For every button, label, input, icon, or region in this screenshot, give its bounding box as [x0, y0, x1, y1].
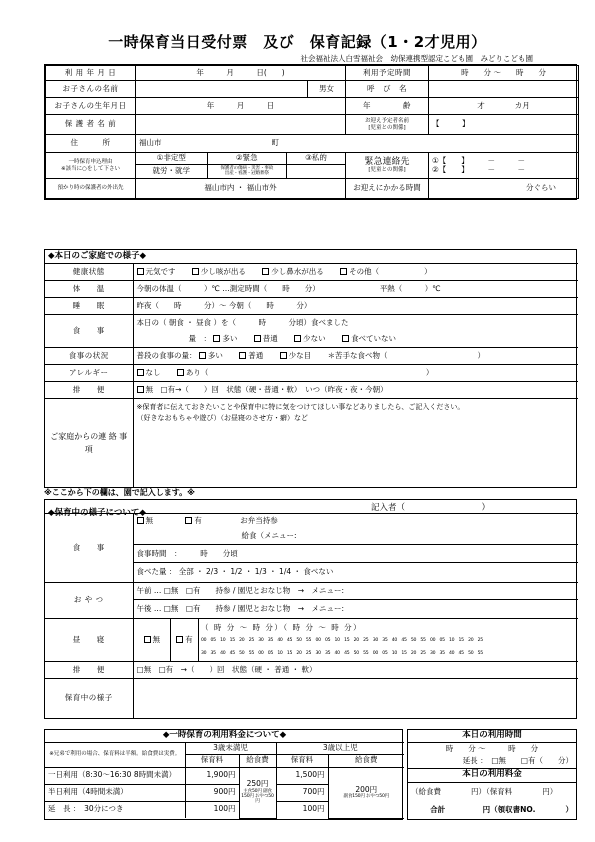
- nap-ticks-1: 00 05 10 15 20 25 30 35 40 45 50 55 00 05 10 15 20 25 30 35 40 45 50 55 00 05 10 15 20 25: [201, 637, 483, 643]
- checkbox-icon[interactable]: [137, 386, 144, 393]
- health-opt-2: 少し咳が出る: [200, 266, 246, 276]
- reason-options[interactable]: [136, 153, 346, 179]
- today-section: [407, 729, 577, 820]
- nursery-bowel-label: 排 便: [45, 662, 133, 679]
- reason-opt-1[interactable]: ①非定型: [136, 153, 207, 164]
- bowel-label: 排 便: [45, 382, 133, 399]
- meal-status-prefix: 普段の食事の量：: [136, 350, 197, 360]
- under3-label: 3歳未満児: [185, 742, 276, 754]
- reading-field[interactable]: [429, 81, 579, 98]
- checkbox-icon[interactable]: [177, 369, 184, 376]
- meal-amount-label: 量 ：: [188, 334, 211, 343]
- nap-field[interactable]: [133, 619, 578, 662]
- nursery-heading: ◆保育中の様子について◆: [48, 508, 146, 518]
- sleep-label: 睡 眠: [45, 298, 133, 315]
- nap-none-label: 無: [152, 634, 160, 644]
- temp-label: 体 温: [45, 281, 133, 298]
- child-name-field[interactable]: [136, 81, 308, 98]
- staff-only-note: ※ここから下の欄は、園で記入します。※: [44, 488, 195, 497]
- organization-name: 社会福祉法人白雪福祉会 幼保連携型認定こども園 みどりこども園: [300, 54, 533, 63]
- reading-label: 呼 び 名: [346, 81, 429, 98]
- use-date-label: 利 用 年 月 日: [46, 66, 136, 81]
- nursery-section: [44, 499, 577, 719]
- checkbox-icon[interactable]: [176, 636, 183, 643]
- checkbox-icon[interactable]: [137, 369, 144, 376]
- reason-opt-1-detail: 就労・就学: [136, 164, 207, 178]
- checkbox-icon[interactable]: [262, 268, 269, 275]
- address-town: 町: [271, 138, 279, 148]
- pickup-person-field[interactable]: 【 】: [429, 115, 579, 135]
- emergency-row-1: ①【 】 － －: [432, 155, 525, 165]
- temp-field[interactable]: [133, 281, 578, 298]
- u3-meal-fee: [239, 767, 276, 818]
- time-field[interactable]: 時 分 〜 時 分: [408, 742, 576, 756]
- address-city: 福山市: [139, 138, 162, 148]
- nursery-heading-bar: [45, 500, 576, 518]
- state-label: 保育中の様子: [45, 679, 133, 718]
- health-opt-3: 少し鼻水が出る: [271, 266, 324, 276]
- meal-amount-1: 多い: [222, 334, 238, 343]
- emergency-label: [346, 153, 429, 179]
- pickup-person-label-sub: [児童との関係]: [368, 124, 406, 131]
- use-date-field[interactable]: 年 月 日( ): [136, 66, 346, 81]
- o3-meal-sub: 副食150円 おやつ50円: [343, 794, 390, 800]
- allergy-field[interactable]: [133, 365, 578, 382]
- state-field[interactable]: [133, 679, 578, 718]
- o3-care-label: 保育料: [276, 754, 328, 767]
- child-name-label: お子さんの名前: [46, 81, 136, 98]
- nap-yes[interactable]: [171, 619, 199, 661]
- meal-status-field[interactable]: [133, 348, 578, 365]
- bowel-value: 無 □有→（ ）回 状態（硬・普通・軟） いつ（昨夜・夜・今朝）: [145, 384, 388, 394]
- checkbox-icon[interactable]: [137, 517, 144, 524]
- nap-ticks-2: 30 35 40 45 50 55 00 05 10 15 20 25 30 35 40 45 50 55 00 05 10 15 20 25 30 35 40 45 50 55: [201, 650, 483, 656]
- kyushoku: 給食（メニュー:: [134, 529, 579, 545]
- checkbox-icon[interactable]: [254, 335, 261, 342]
- eaten-amount: 食べた量 ： 全部 ・ 2/3 ・ 1/2 ・ 1/3 ・ 1/4 ・ 食べない: [136, 567, 334, 576]
- meal-status-opt-1: 多い: [207, 350, 223, 360]
- meal-amount-3: 少ない: [303, 334, 326, 343]
- reason-label: [46, 153, 136, 179]
- pickup-person-label: [346, 115, 429, 135]
- u3-meal-sub: 主食50円 副食150円 おやつ50円: [241, 788, 274, 805]
- sleep-field[interactable]: 昨夜（ 時 分）〜 今朝（ 時 分）: [133, 298, 578, 315]
- gender-field[interactable]: 男女: [308, 81, 346, 98]
- fee-heading: ◆一時保育の利用料金について◆: [45, 730, 404, 742]
- contact-note-2: （好きなおもちゃや遊び）（お昼寝のさせ方・癖）など: [136, 414, 308, 422]
- meal-status-opt-3: 少な目: [288, 350, 312, 360]
- contact-note-1: ※保育者に伝えておきたいことや保育中に特に気をつけてほしい事などありましたら、ご記入ください。: [136, 403, 465, 411]
- meal-label: 食 事: [45, 315, 133, 348]
- bowel-field[interactable]: [133, 382, 578, 399]
- fee-row-u3: 100円: [185, 801, 239, 818]
- o3-meal-label: 給食費: [328, 754, 404, 767]
- nursery-meal-label: 食 事: [45, 514, 133, 583]
- meal-line-1: 本日の（ 朝食 ・ 昼食 ）を（ 時 分頃）食べました: [136, 318, 349, 327]
- time-heading: 本日の利用時間: [408, 730, 576, 742]
- emergency-row-2: ②【 】 － －: [432, 164, 525, 174]
- contact-field[interactable]: [133, 399, 578, 487]
- checkbox-icon[interactable]: [280, 352, 287, 359]
- u3-meal-main: 250円: [246, 779, 269, 789]
- fee-row-o3: 1,500円: [276, 767, 328, 784]
- pickup-person-label-main: お迎え予定者名前: [365, 117, 410, 124]
- pickup-time-label: お迎えにかかる時間: [346, 179, 429, 199]
- checkbox-icon[interactable]: [342, 335, 349, 342]
- checkbox-icon[interactable]: [137, 268, 144, 275]
- planned-time-label: 利用予定時間: [346, 66, 429, 81]
- fee-row-o3: 700円: [276, 784, 328, 801]
- meal-field[interactable]: [133, 315, 578, 348]
- meal-amount-2: 普通: [262, 334, 278, 343]
- home-section: [44, 249, 577, 488]
- reason-opt-3[interactable]: ③私的: [286, 153, 345, 164]
- allergy-opt-1: なし: [145, 367, 161, 377]
- guardian-field[interactable]: [136, 115, 346, 135]
- total-field[interactable]: 合計 円（領収書NO. ）: [430, 805, 573, 815]
- emergency-label-sub: [児童との関係]: [368, 167, 406, 174]
- snack-field[interactable]: [133, 583, 578, 619]
- reason-opt-2-detail: [207, 164, 286, 178]
- emergency-label-main: 緊急連絡先: [364, 157, 410, 168]
- reason-opt-2-detail-b: 出産・看護・冠婚葬祭: [224, 171, 269, 177]
- o3-meal-main: 200円: [355, 784, 378, 794]
- guardian-label: 保 護 者 名 前: [46, 115, 136, 135]
- dislikes: ＊苦手な食べ物（ ）: [327, 350, 486, 360]
- address-field[interactable]: [136, 135, 579, 153]
- reason-opt-2[interactable]: ②緊急: [207, 153, 286, 164]
- checkbox-icon[interactable]: [144, 636, 151, 643]
- page-title: 一時保育当日受付票 及び 保育記録（1・2才児用）: [108, 33, 487, 51]
- nursery-meal-none: 無: [145, 516, 153, 525]
- meal-status-label: 食事の状況: [45, 348, 133, 365]
- nap-none[interactable]: [134, 619, 171, 661]
- snack-pm: 午後 … □無 □有 持参 / 園児とおなじ物 → メニュー:: [136, 604, 345, 613]
- nursery-meal-field[interactable]: [133, 514, 578, 583]
- nap-scale[interactable]: [199, 619, 579, 661]
- checkbox-icon[interactable]: [185, 517, 192, 524]
- contact-label: ご家庭からの連 絡 事 項: [45, 399, 133, 487]
- meal-time: 食事時間 ： 時 分頃: [134, 545, 579, 563]
- fee-section: [44, 729, 403, 820]
- health-opt-1: 元気です: [145, 266, 176, 276]
- birth-field[interactable]: 年 月 日: [136, 98, 346, 115]
- reception-section: [44, 64, 577, 200]
- checkbox-icon[interactable]: [239, 352, 246, 359]
- keeper-label: 預かり時の保護者の外出先: [46, 179, 136, 199]
- checkbox-icon[interactable]: [213, 335, 220, 342]
- checkbox-icon[interactable]: [294, 335, 301, 342]
- u3-care-label: 保育料: [185, 754, 239, 767]
- fee-today-heading: 本日の利用料金: [408, 768, 576, 782]
- snack-label: お や つ: [45, 583, 133, 619]
- planned-time-field[interactable]: 時 分 〜 時 分: [429, 66, 579, 81]
- fee-row-u3: 900円: [185, 784, 239, 801]
- reason-label-main: 一時保育申込理由: [68, 158, 113, 165]
- checkbox-icon[interactable]: [340, 268, 347, 275]
- nap-yes-label: 有: [185, 634, 193, 644]
- nursery-bowel-field[interactable]: □無 □有 →（ ）回 状態（硬 ・ 普通 ・ 軟）: [133, 662, 578, 679]
- age-field[interactable]: 才 カ月: [429, 98, 579, 115]
- allergy-label: アレルギー: [45, 365, 133, 382]
- temp-value: 今朝の体温（ ）℃ …測定時間（ 時 分）: [136, 283, 320, 293]
- address-label: 住 所: [46, 135, 136, 153]
- meal-amount-4: 食べていない: [351, 334, 397, 343]
- u3-meal-label: 給食費: [239, 754, 276, 767]
- bento: お弁当持参: [240, 516, 278, 525]
- fee-row-label: 一日利用（8:30〜16:30 8時間未満）: [45, 767, 185, 784]
- snack-am: 午前 … □無 □有 持参 / 園児とおなじ物 → メニュー:: [134, 583, 579, 600]
- fee-row-o3: 100円: [276, 801, 328, 818]
- pickup-time-field[interactable]: 分ぐらい: [429, 179, 579, 199]
- checkbox-icon[interactable]: [199, 352, 206, 359]
- reason-opt-3-detail: [286, 164, 345, 178]
- reason-opt-2-detail-a: 保護者の傷病・災害・事故: [220, 165, 274, 171]
- health-options[interactable]: [133, 264, 578, 281]
- fee-row-label: 半日利用（4時間未満）: [45, 784, 185, 801]
- extension-field[interactable]: 延長 ： □無 □有（ 分）: [408, 756, 576, 768]
- fee-row-u3: 1,900円: [185, 767, 239, 784]
- nursery-meal-yes: 有: [194, 516, 202, 525]
- keeper-field[interactable]: 福山市内 ・ 福山市外: [136, 179, 346, 199]
- reason-label-sub: ※該当に○をして下さい: [61, 165, 120, 172]
- emergency-field[interactable]: [429, 153, 579, 179]
- fee-note: ※兄弟で利用の場合、保育料は半額。給食費は実費。: [45, 742, 185, 767]
- fee-today-field[interactable]: （給食費 円）（保育料 円）: [408, 782, 576, 802]
- health-label: 健康状態: [45, 264, 133, 281]
- temp-normal: 平熱（ ）℃: [379, 283, 441, 293]
- over3-label: 3歳以上児: [276, 742, 404, 754]
- fee-row-label: 延 長 ： 30分につき: [45, 801, 185, 818]
- home-heading: ◆本日のご家庭での様子◆: [45, 250, 576, 264]
- meal-status-opt-2: 普通: [248, 350, 264, 360]
- birth-label: お子さんの生年月日: [46, 98, 136, 115]
- recorder-field[interactable]: 記入者（ ）: [371, 503, 491, 513]
- allergy-opt-2: あり（ ）: [185, 367, 434, 377]
- o3-meal-fee: [328, 767, 404, 818]
- checkbox-icon[interactable]: [192, 268, 199, 275]
- age-label: 年 齢: [346, 98, 429, 115]
- nap-label: 昼 寝: [45, 619, 133, 662]
- nap-scale-header: （ 時 分 〜 時 分）（ 時 分 〜 時 分）: [201, 622, 363, 632]
- health-opt-4: その他（ ）: [349, 266, 432, 276]
